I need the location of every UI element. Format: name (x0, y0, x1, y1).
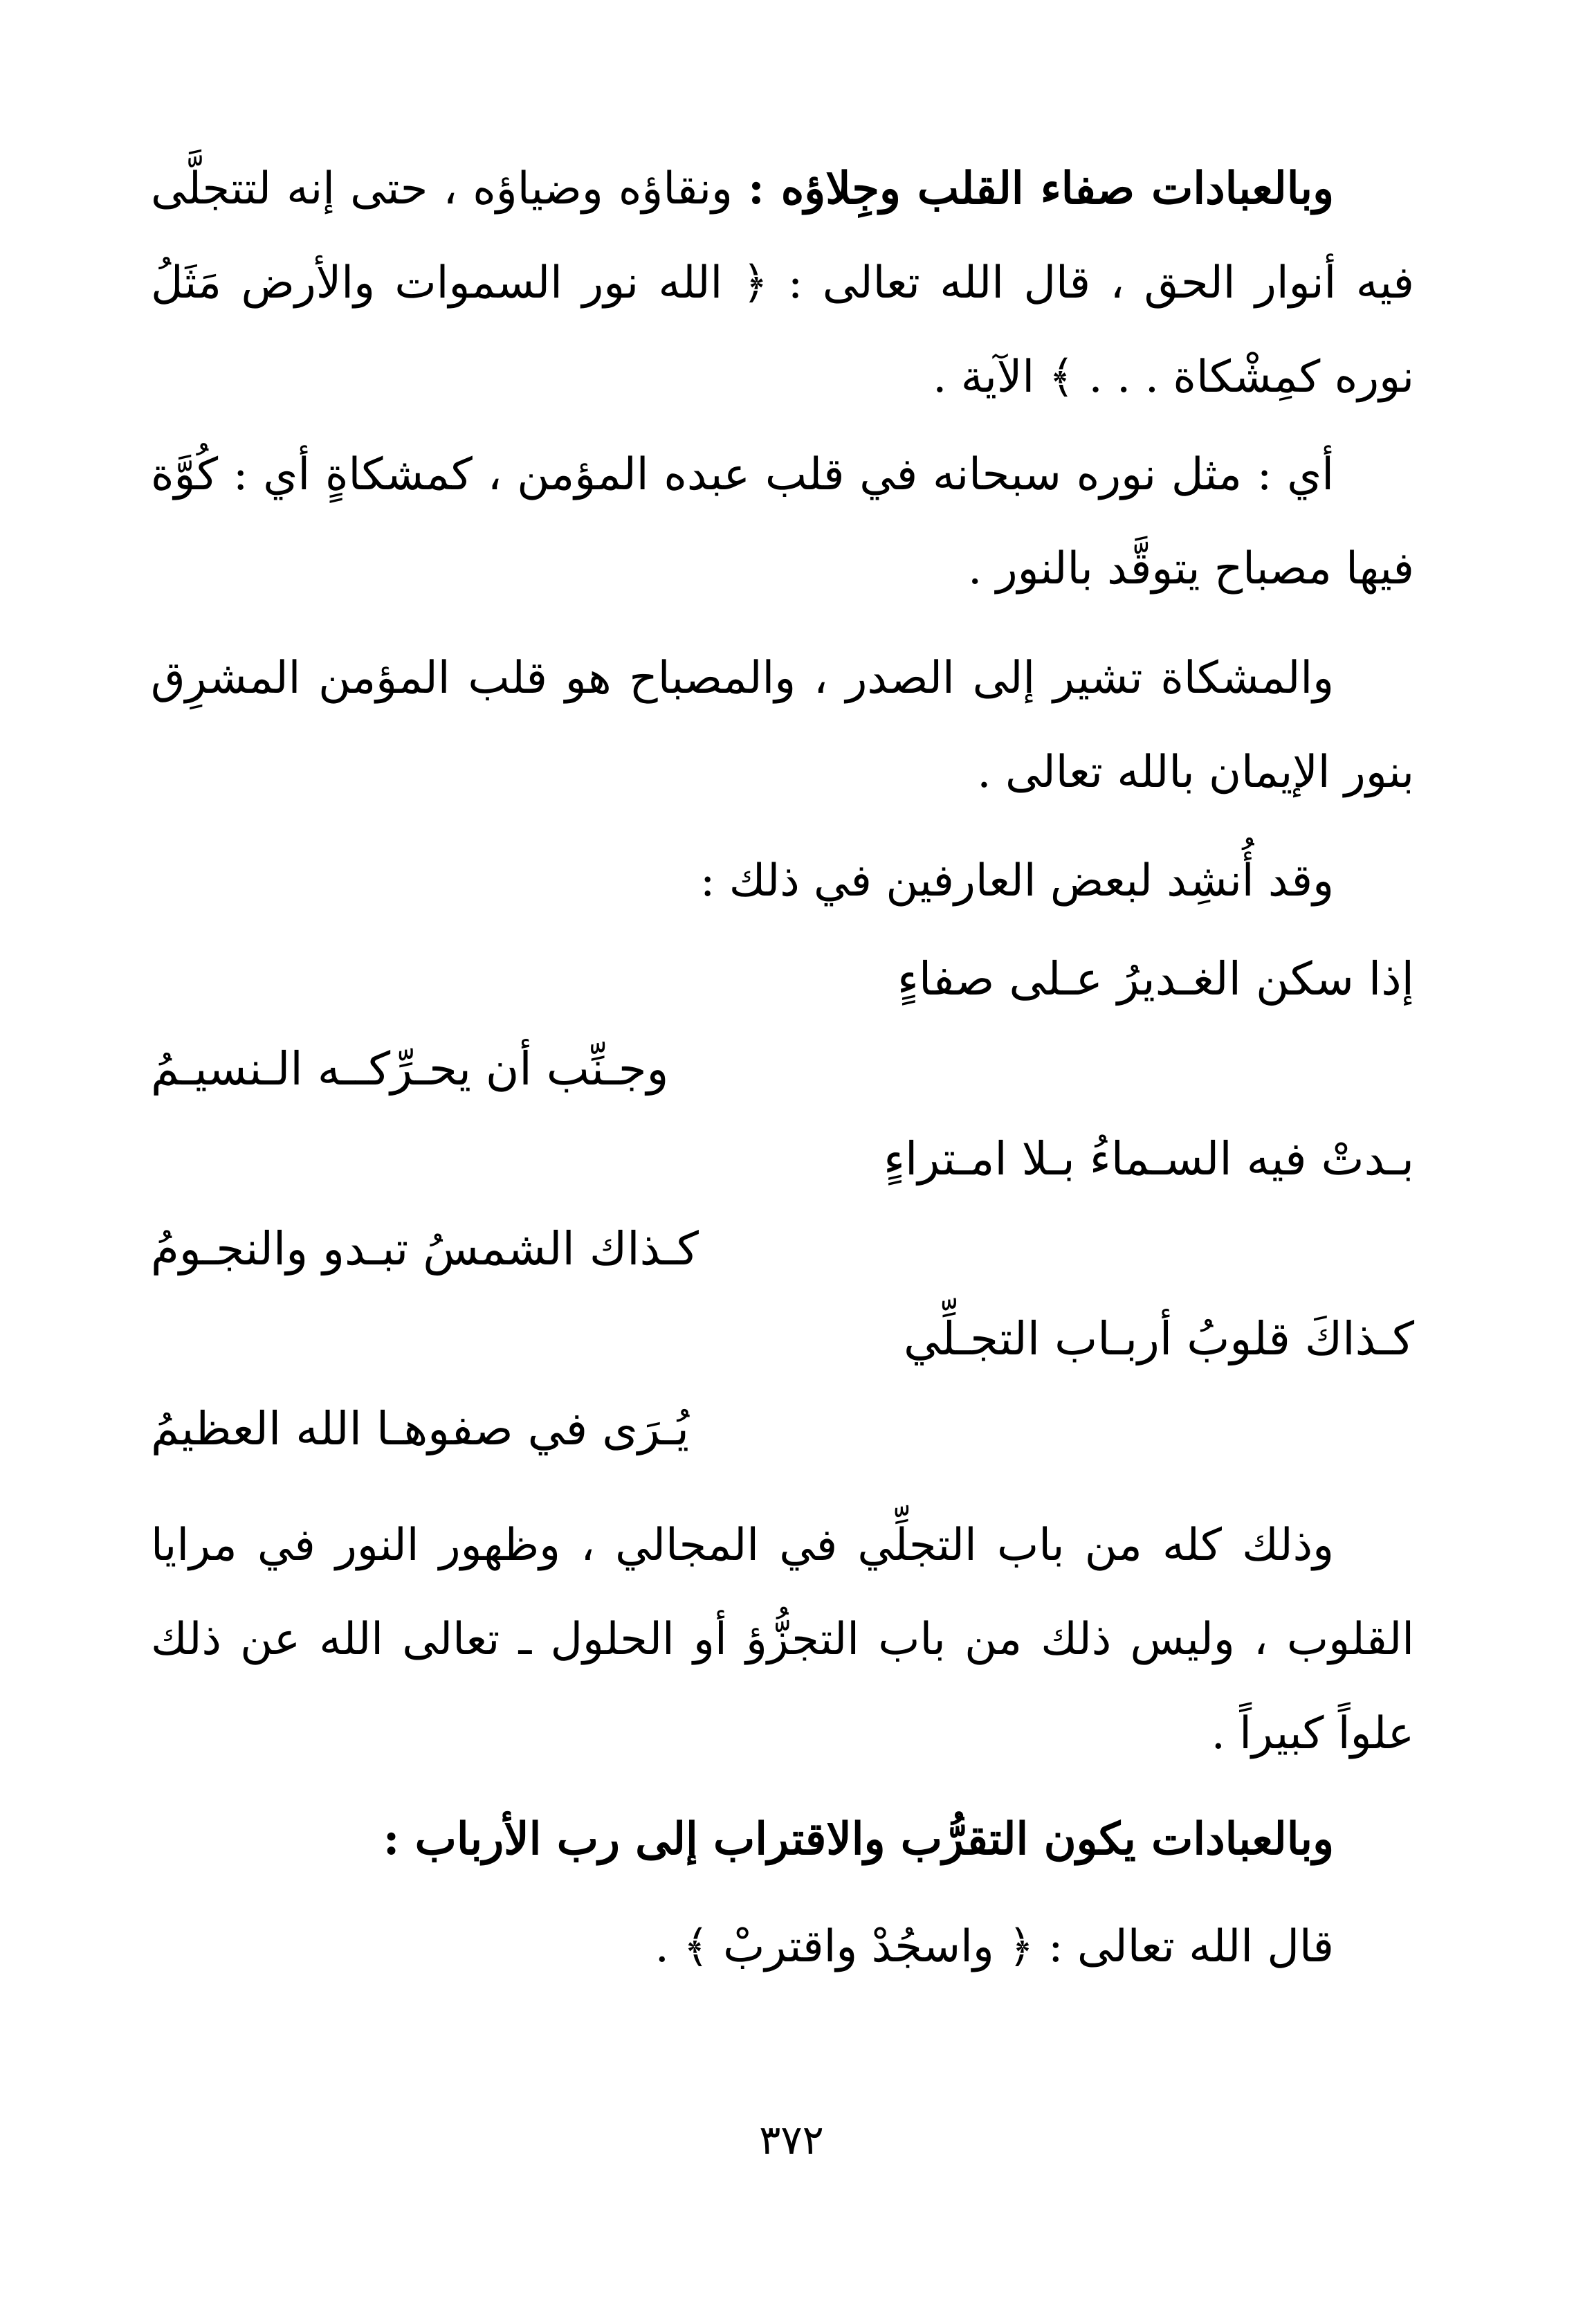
paragraph-manifestation: وذلك كله من باب التجلِّي في المجالي ، وظهور النور في مرايا القلوب ، وليس ذلك من باب التجزُّؤ أو الحلول ـ تعالى الله عن ذلك علواً كبيراً . (151, 1520, 1414, 1759)
poem-verse-1-second-hemistich: وجـنِّب أن يحـرِّكــه الـنسيـمُ (151, 1042, 669, 1096)
paragraph-explanation-niche: أي : مثل نوره سبحانه في قلب عبده المؤمن ، كمشكاةٍ أي : كُوَّة فيها مصباح يتوقَّد بالنور . (151, 449, 1414, 594)
poem-verse-2-second-hemistich: كـذاك الشمسُ تبـدو والنجـومُ (151, 1222, 699, 1276)
poem-verse-1-first-hemistich: إذا سكن الغـديرُ عـلى صفاءٍ (897, 952, 1414, 1006)
paragraph-body: ونقاؤه وضياؤه ، حتى إنه لتتجلَّى فيه أنوار الحق ، قال الله تعالى : ﴿ الله نور السموات والأرض مَثَلُ نوره كمِشْكاة . . . ﴾ الآية . (151, 163, 1414, 403)
poem-verse-3-first-hemistich: كـذاكَ قلوبُ أربـاب التجـلِّي (903, 1312, 1414, 1365)
paragraph-quran-quote: قال الله تعالى : ﴿ واسجُدْ واقتربْ ﴾ . (655, 1921, 1334, 1972)
poem-verse-2-first-hemistich: بـدتْ فيه السـماءُ بـلا امـتراءٍ (883, 1132, 1414, 1186)
paragraph-poem-intro: وقد أُنشِد لبعض العارفين في ذلك : (699, 855, 1334, 907)
paragraph-nearness-heading: وبالعبادات يكون التقرُّب والاقتراب إلى رب الأرباب : (383, 1813, 1334, 1865)
paragraph-lead-heading: وبالعبادات صفاء القلب وجِلاؤه : (748, 163, 1335, 215)
paragraph-purity-of-heart (151, 142, 1414, 424)
paragraph-niche-meaning: والمشكاة تشير إلى الصدر ، والمصباح هو قلب المؤمن المشرِق بنور الإيمان بالله تعالى . (151, 653, 1414, 798)
page-number: ٣٧٢ (759, 2116, 824, 2163)
poem-verse-3-second-hemistich: يُـرَى في صفوهـا الله العظيمُ (151, 1402, 689, 1455)
